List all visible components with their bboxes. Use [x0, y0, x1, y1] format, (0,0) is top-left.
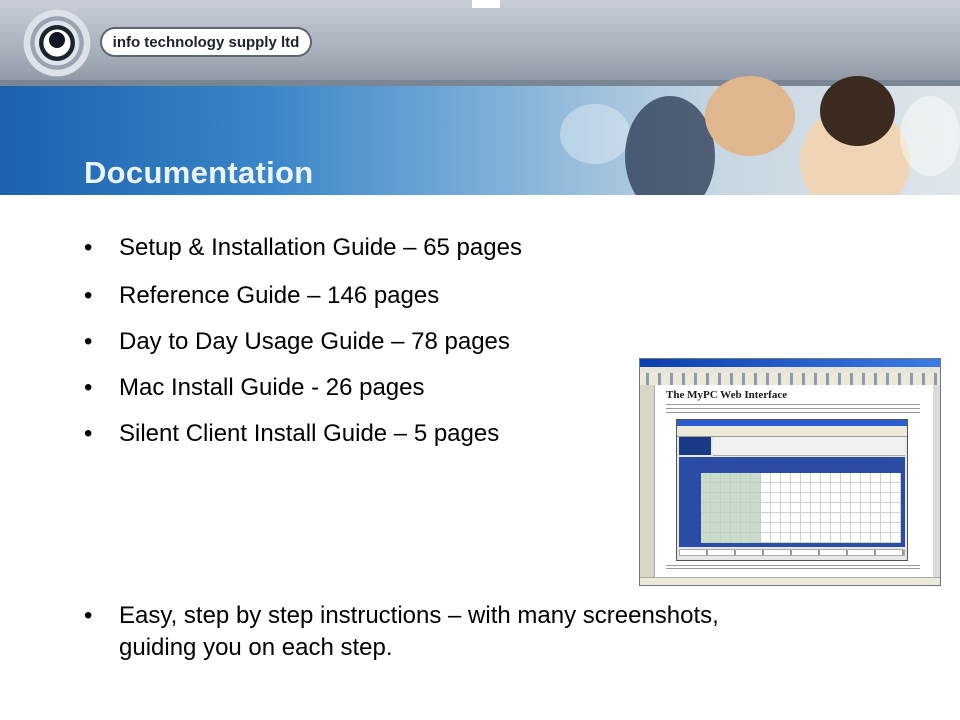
bullet-dot: •: [84, 602, 93, 629]
booking-legend: [679, 549, 905, 556]
booking-grid-highlight: [701, 473, 761, 543]
bullet-dot: •: [84, 374, 93, 401]
bullet-dot: •: [84, 282, 93, 309]
bullet-dot: •: [84, 328, 93, 355]
screenshot-footer-text: [666, 565, 920, 571]
mypc-logo-icon: [679, 437, 711, 455]
list-item-text: Day to Day Usage Guide – 78 pages: [119, 328, 510, 355]
list-item-text: Setup & Installation Guide – 65 pages: [119, 234, 522, 261]
screenshot-heading: The MyPC Web Interface: [666, 389, 788, 401]
screenshot-scrollbar: [933, 385, 940, 577]
screenshot-title-bar: [640, 359, 940, 367]
inner-toolbar: [677, 426, 907, 437]
inner-header: [713, 437, 905, 456]
list-item-text: Reference Guide – 146 pages: [119, 282, 440, 309]
documentation-screenshot: [639, 358, 941, 586]
brand-name: info technology supply ltd: [112, 33, 300, 51]
screenshot-inner-window: [676, 419, 908, 561]
booking-grid: [679, 457, 905, 547]
bullet-dot: •: [84, 234, 93, 261]
list-item-text: Silent Client Install Guide – 5 pages: [119, 420, 500, 447]
screenshot-sidebar: [640, 385, 655, 577]
list-item-text: Mac Install Guide - 26 pages: [119, 374, 425, 401]
screenshot-status-bar: [640, 577, 940, 586]
screenshot-text-lines: [666, 404, 920, 416]
bullet-dot: •: [84, 420, 93, 447]
list-item-text: Easy, step by step instructions – with many screenshots, guiding you on each step.: [119, 602, 719, 661]
page-title: Documentation: [84, 155, 314, 190]
screenshot-document-page: [655, 385, 933, 577]
